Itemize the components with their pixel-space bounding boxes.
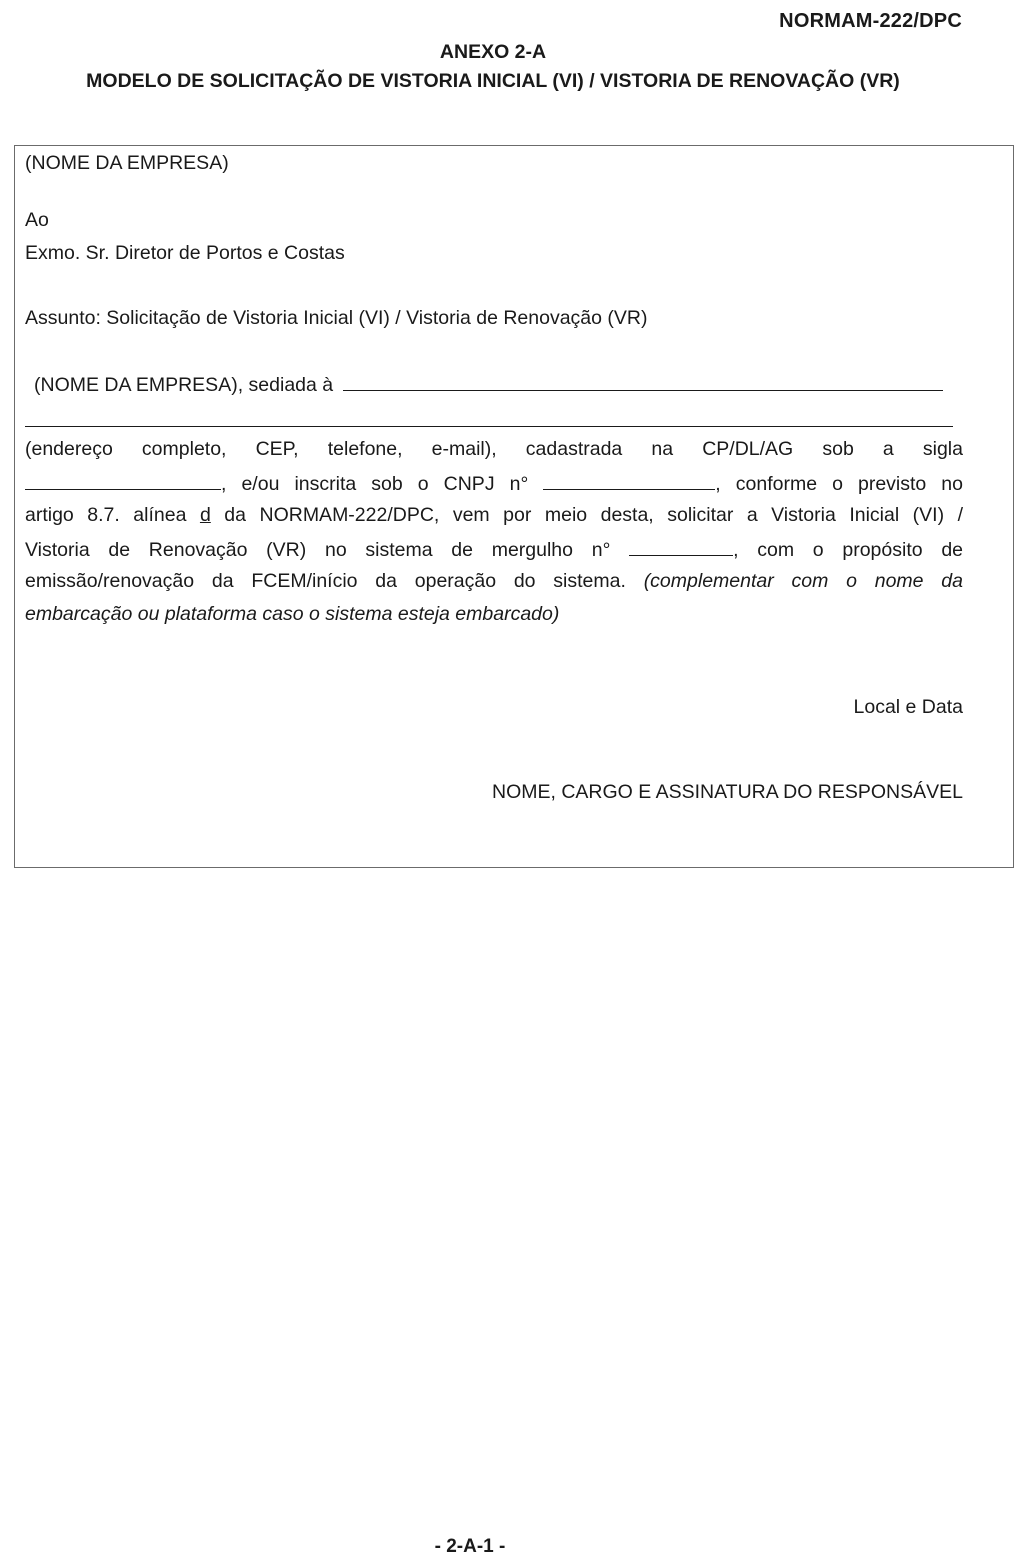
salutation: Ao (25, 209, 49, 231)
body-line-6 (25, 537, 963, 565)
normam-text: da NORMAM-222/DPC, vem por meio desta, solicitar a Vistoria Inicial (VI) / (224, 504, 963, 526)
recipient: Exmo. Sr. Diretor de Portos e Costas (25, 242, 345, 264)
body-line-3: (endereço completo, CEP, telefone, e-mail), cadastrada na CP/DL/AG sob a sigla (25, 438, 963, 460)
emissao-text: emissão/renovação da FCEM/início da operação do sistema. (25, 570, 626, 592)
body-line-8: embarcação ou plataforma caso o sistema esteja embarcado) (25, 603, 560, 625)
body-line-4 (25, 471, 963, 499)
address-continuation-rule (25, 426, 953, 427)
alinea-letter: d (199, 504, 211, 526)
body-line-1 (34, 372, 963, 397)
document-title-block (0, 38, 986, 96)
body-line-5 (25, 504, 963, 532)
company-name-placeholder: (NOME DA EMPRESA) (25, 152, 229, 174)
cnpj-label: , e/ou inscrita sob o CNPJ n° (221, 473, 529, 495)
address-blank (343, 372, 943, 391)
subject-line: Assunto: Solicitação de Vistoria Inicial (VI) / Vistoria de Renovação (VR) (25, 307, 648, 329)
complement-note: (complementar com o nome da (643, 570, 963, 592)
place-date: Local e Data (853, 696, 963, 718)
norm-reference: NORMAM-222/DPC (779, 10, 962, 32)
sistema-label: Vistoria de Renovação (VR) no sistema de mergulho n° (25, 539, 611, 561)
artigo-text: artigo 8.7. alínea (25, 504, 187, 526)
page-number: - 2-A-1 - (434, 1536, 506, 1557)
letter-model-frame (14, 145, 1014, 868)
annex-label: ANEXO 2-A (439, 41, 547, 63)
sistema-number-blank (629, 537, 733, 556)
document-title: MODELO DE SOLICITAÇÃO DE VISTORIA INICIAL (VI) / VISTORIA DE RENOVAÇÃO (VR) (86, 70, 900, 92)
signature-line: NOME, CARGO E ASSINATURA DO RESPONSÁVEL (492, 781, 963, 803)
sediada-label: sediada à (248, 374, 334, 396)
proposito-text: , com o propósito de (733, 539, 964, 561)
sigla-blank (25, 471, 221, 490)
conforme-text: , conforme o previsto no (715, 473, 963, 495)
cnpj-blank (543, 471, 715, 490)
body-line-7 (25, 570, 963, 598)
company-name-inline: (NOME DA EMPRESA), (34, 374, 244, 396)
